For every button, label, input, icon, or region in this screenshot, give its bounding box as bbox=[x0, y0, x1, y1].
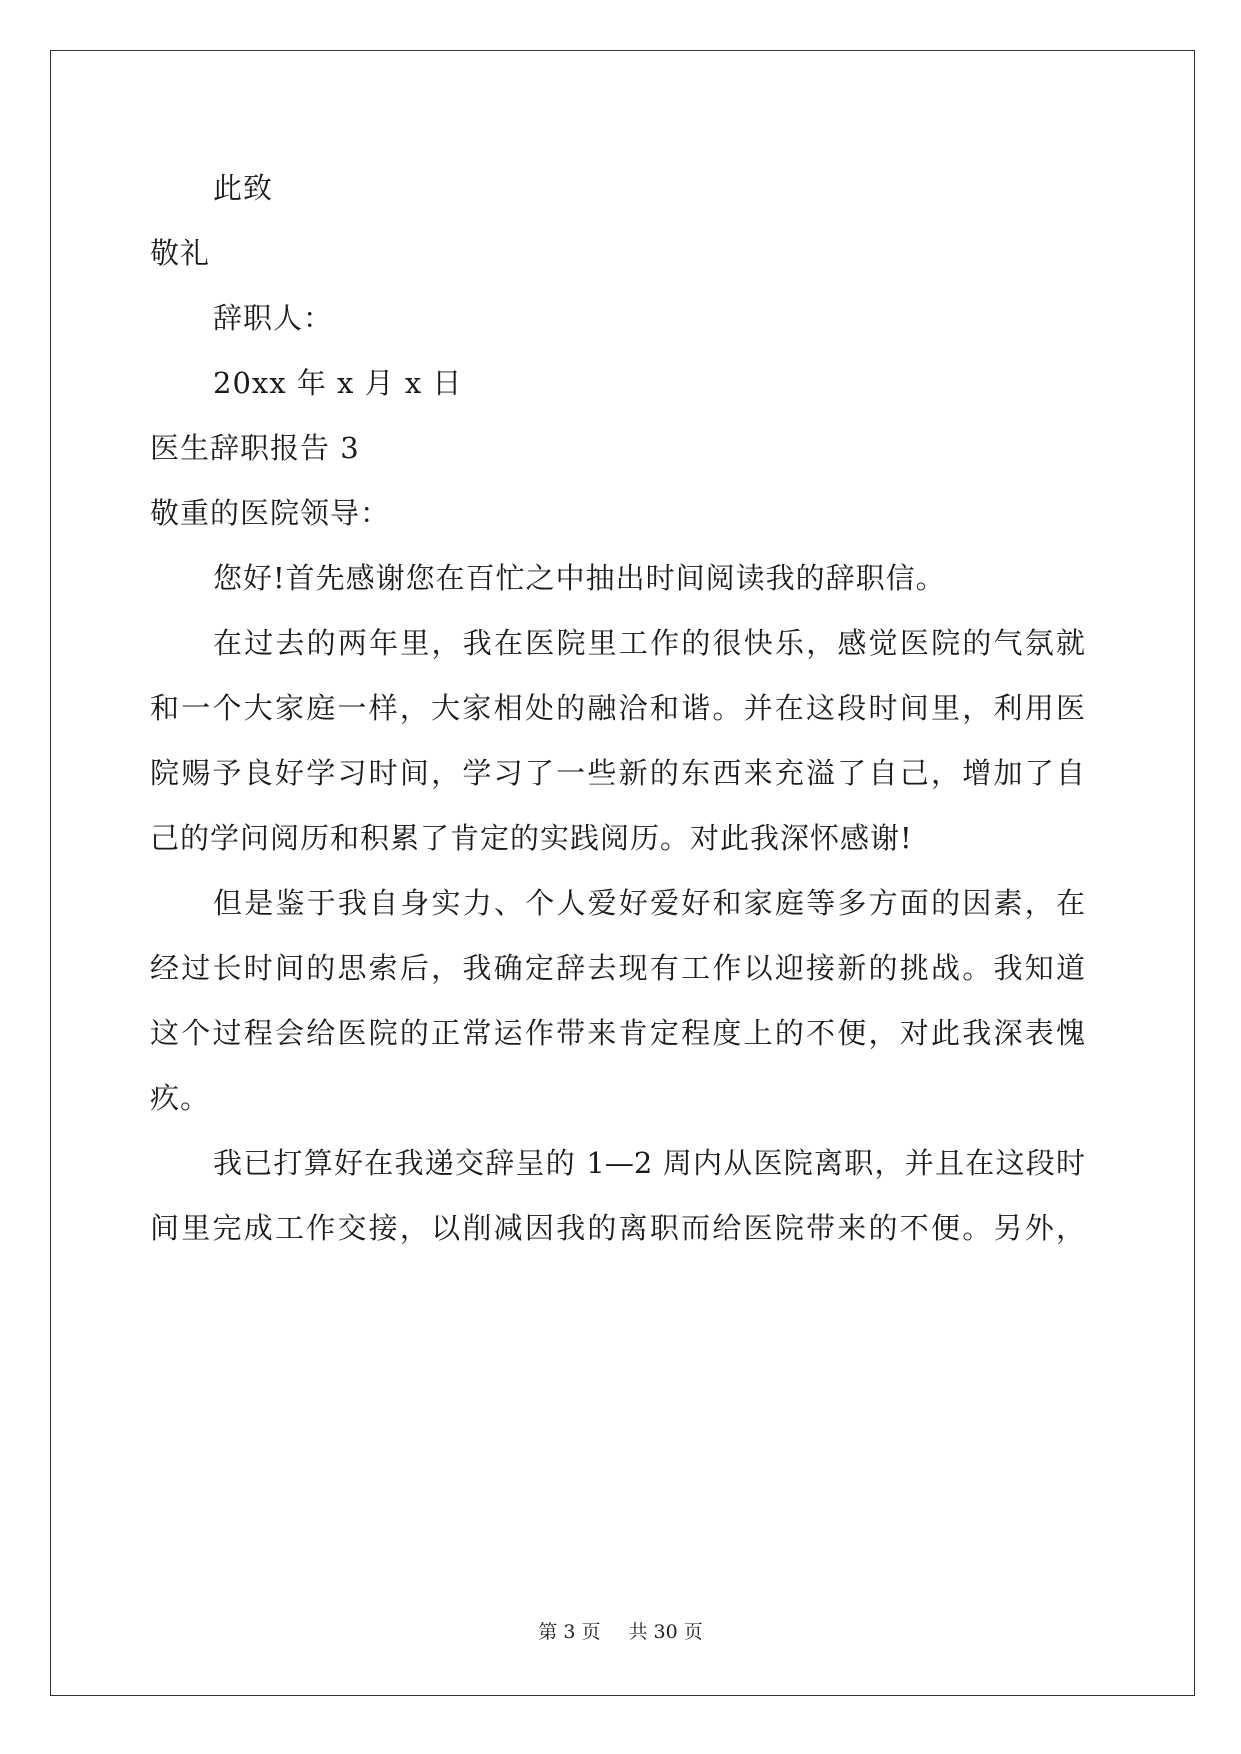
body-line: 和一个大家庭一样，大家相处的融洽和谐。并在这段时间里，利用医 bbox=[150, 691, 1085, 725]
signer-line: 辞职人： bbox=[213, 301, 334, 335]
page-footer bbox=[0, 1620, 1241, 1644]
page-border bbox=[50, 50, 1195, 1696]
page-total: 共 30 页 bbox=[628, 1621, 703, 1643]
body-line: 间里完成工作交接，以削减因我的离职而给医院带来的不便。另外， bbox=[150, 1211, 1085, 1245]
body-line: 院赐予良好学习时间，学习了一些新的东西来充溢了自己，增加了自 bbox=[150, 756, 1085, 790]
body-line: 您好!首先感谢您在百忙之中抽出时间阅读我的辞职信。 bbox=[213, 561, 946, 595]
body-line: 但是鉴于我自身实力、个人爱好爱好和家庭等多方面的因素，在 bbox=[213, 886, 1085, 920]
closing-line-1: 此致 bbox=[213, 171, 274, 205]
body-line: 疚。 bbox=[150, 1081, 211, 1115]
document-title: 医生辞职报告 3 bbox=[150, 431, 360, 465]
page-number: 第 3 页 bbox=[538, 1621, 601, 1643]
body-line: 经过长时间的思索后，我确定辞去现有工作以迎接新的挑战。我知道 bbox=[150, 951, 1085, 985]
body-line: 己的学问阅历和积累了肯定的实践阅历。对此我深怀感谢! bbox=[150, 821, 913, 855]
body-line: 这个过程会给医院的正常运作带来肯定程度上的不便，对此我深表愧 bbox=[150, 1016, 1085, 1050]
date-line: 20xx 年 x 月 x 日 bbox=[213, 366, 463, 400]
closing-line-2: 敬礼 bbox=[150, 236, 211, 270]
body-line: 我已打算好在我递交辞呈的 1—2 周内从医院离职，并且在这段时 bbox=[213, 1146, 1085, 1180]
salutation: 敬重的医院领导： bbox=[150, 496, 391, 530]
body-line: 在过去的两年里，我在医院里工作的很快乐，感觉医院的气氛就 bbox=[213, 626, 1085, 660]
